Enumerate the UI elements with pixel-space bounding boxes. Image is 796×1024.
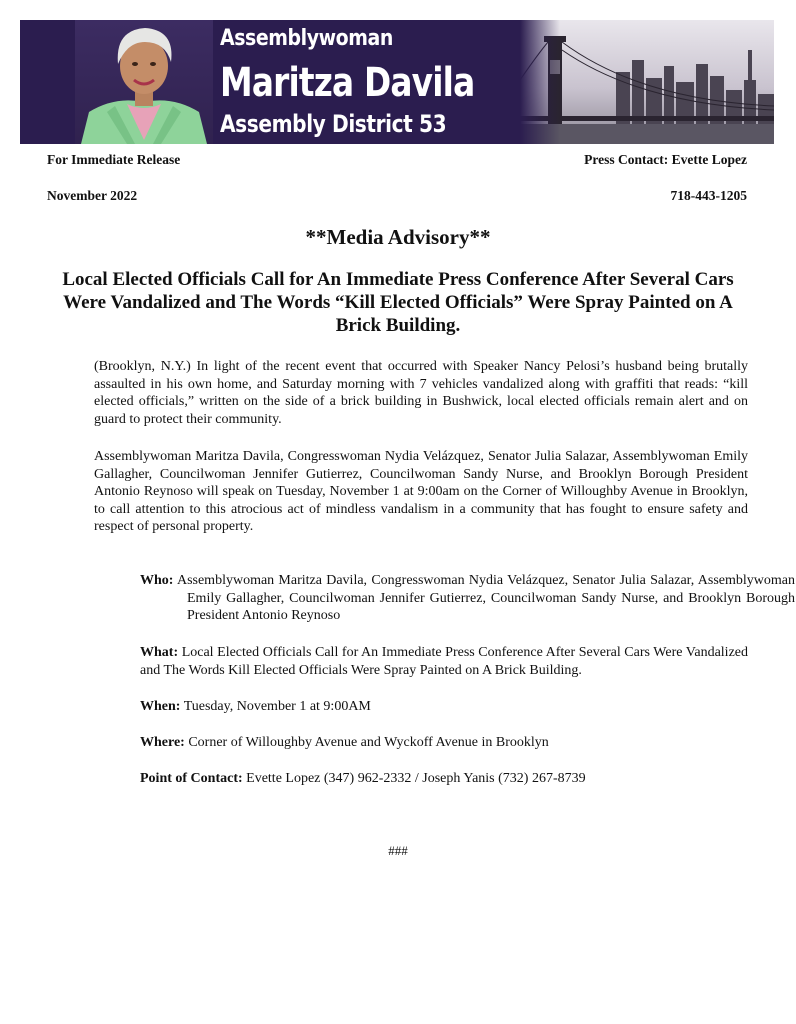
media-advisory-title: **Media Advisory** <box>305 225 491 249</box>
who-value: Assemblywoman Maritza Davila, Congresswoman Nydia Velázquez, Senator Julia Salazar, Assemblywoman Emily Gallagher, Councilwoman Jennifer Gutierrez, Councilwoman Sandy Nurse, and Brooklyn Borough President Antonio Reynoso <box>176 573 795 623</box>
portrait-photo <box>75 20 213 144</box>
who-label: Who: <box>140 573 174 588</box>
banner-district: Assembly District 53 <box>220 110 447 138</box>
where-item <box>140 734 748 752</box>
press-contact: Press Contact: Evette Lopez <box>584 152 747 167</box>
where-label: Where: <box>140 735 185 750</box>
what-value: Local Elected Officials Call for An Immediate Press Conference After Several Cars Were Vandalized and The Words Kill Elected Officials Were Spray Painted on A Brick Building. <box>140 645 748 678</box>
release-label: For Immediate Release <box>47 152 181 167</box>
who-item <box>140 572 795 625</box>
end-mark: ### <box>388 843 408 858</box>
headline: Local Elected Officials Call for An Immediate Press Conference After Several Cars Were Vandalized and The Words “Kill Elected Officials” Were Spray Painted on A Brick Building. <box>62 269 734 336</box>
intro-paragraph: (Brooklyn, N.Y.) In light of the recent event that occurred with Speaker Nancy Pelosi’s husband being brutally assaulted in his own home, and Saturday morning with 7 vehicles vandalized along with graffiti that reads: “kill elected officials,” written on the side of a brick building in Bushwick, local elected officials remain alert and on guard to protect their community. <box>94 359 748 427</box>
where-value: Corner of Willoughby Avenue and Wyckoff Avenue in Brooklyn <box>188 735 549 750</box>
banner-title-block <box>220 20 520 144</box>
when-label: When: <box>140 699 181 714</box>
when-value: Tuesday, November 1 at 9:00AM <box>183 699 371 714</box>
when-item <box>140 698 748 716</box>
banner-name: Maritza Davila <box>220 60 475 106</box>
release-date: November 2022 <box>47 188 138 203</box>
point-of-contact-item <box>140 770 748 788</box>
banner-role: Assemblywoman <box>220 26 393 51</box>
what-label: What: <box>140 645 179 660</box>
header-banner <box>20 20 774 144</box>
poc-value: Evette Lopez (347) 962-2332 / Joseph Yanis (732) 267-8739 <box>246 771 586 786</box>
speakers-paragraph: Assemblywoman Maritza Davila, Congresswoman Nydia Velázquez, Senator Julia Salazar, Assemblywoman Emily Gallagher, Councilwoman Jennifer Gutierrez, Councilwoman Sandy Nurse, and Brooklyn Borough President Antonio Reynoso will speak on Tuesday, November 1 at 9:00am on the Corner of Willoughby Avenue in Brooklyn, to call attention to this atrocious act of mindless vandalism in a community that has fought to ensure safety and respect of personal property. <box>94 449 748 534</box>
what-item <box>140 644 748 679</box>
poc-label: Point of Contact: <box>140 771 243 786</box>
contact-phone: 718-443-1205 <box>670 188 747 203</box>
city-skyline-photo <box>520 20 774 144</box>
